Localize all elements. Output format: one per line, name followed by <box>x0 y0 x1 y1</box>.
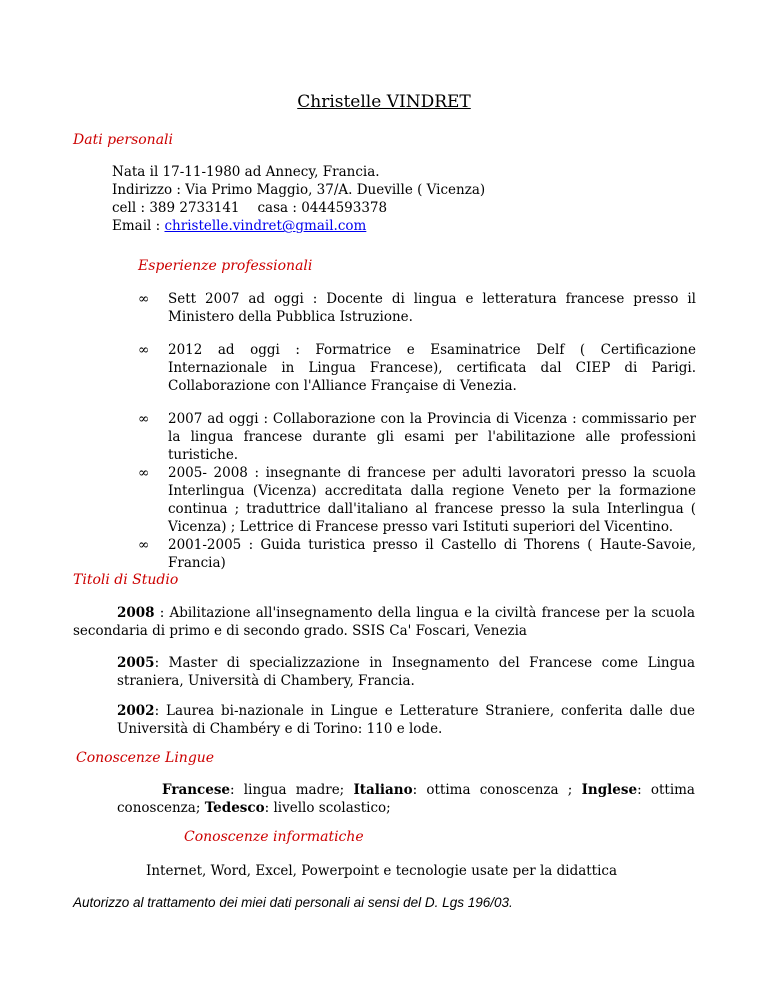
infinity-bullet-icon: ∞ <box>138 465 150 481</box>
lang-inglese: Inglese <box>581 782 638 798</box>
education-item-2008 <box>73 604 695 640</box>
list-item <box>138 290 696 326</box>
email-info <box>112 217 485 235</box>
address-info: Indirizzo : Via Primo Maggio, 37/A. Dueville ( Vicenza) <box>112 182 486 198</box>
experience-list <box>138 290 696 572</box>
lang-inglese-level: : ottima conoscenza; <box>117 782 695 816</box>
cell-number: cell : 389 2733141 <box>112 200 240 216</box>
education-item-2005 <box>117 654 695 690</box>
section-title-personal: Dati personali <box>73 132 173 148</box>
section-title-computer: Conoscenze informatiche <box>184 829 364 845</box>
experience-text: 2001-2005 : Guida turistica presso il Castello di Thorens ( Haute-Savoie, Francia) <box>168 537 696 571</box>
education-year: 2002 <box>117 703 155 719</box>
email-label: Email : <box>112 218 165 234</box>
lang-francese: Francese <box>162 782 231 798</box>
birth-info: Nata il 17-11-1980 ad Annecy, Francia. <box>112 164 380 180</box>
experience-text: 2005- 2008 : insegnante di francese per adulti lavoratori presso la scuola Interlingua (Vicenza) accreditata dalla regione Veneto per la formazione continua ; traduttrice dall'italiano al francese presso la sula Interlingua ( Vicenza) ; Lettrice di Francese presso vari Istituti superiori del Vicentino. <box>168 465 696 535</box>
list-item <box>138 410 696 464</box>
list-item <box>138 341 696 395</box>
phone-info <box>112 199 485 217</box>
experience-text: 2012 ad oggi : Formatrice e Esaminatrice Delf ( Certificazione Internazionale in Lingua Francese), certificata dal CIEP di Parigi. Collaborazione con l'Alliance Française di Venezia. <box>168 342 696 394</box>
education-text: : Master di specializzazione in Insegnamento del Francese come Lingua straniera, Università di Chambery, Francia. <box>117 655 695 689</box>
email-link[interactable]: christelle.vindret@gmail.com <box>164 218 367 234</box>
education-year: 2008 <box>117 605 155 621</box>
list-item <box>138 536 696 572</box>
lang-tedesco-level: : livello scolastico; <box>264 800 391 816</box>
cv-name: Christelle VINDRET <box>297 92 471 112</box>
infinity-bullet-icon: ∞ <box>138 537 150 553</box>
experience-text: Sett 2007 ad oggi : Docente di lingua e letteratura francese presso il Ministero della Pubblica Istruzione. <box>168 291 696 325</box>
infinity-bullet-icon: ∞ <box>138 291 150 307</box>
infinity-bullet-icon: ∞ <box>138 342 150 358</box>
section-title-languages: Conoscenze Lingue <box>76 750 215 766</box>
education-year: 2005 <box>117 655 155 671</box>
section-title-education: Titoli di Studio <box>73 572 179 588</box>
list-item <box>138 464 696 536</box>
languages-text <box>117 781 695 817</box>
lang-italiano: Italiano <box>353 782 413 798</box>
experience-text: 2007 ad oggi : Collaborazione con la Provincia di Vicenza : commissario per la lingua francese durante gli esami per l'abilitazione alle professioni turistiche. <box>168 411 696 463</box>
lang-italiano-level: : ottima conoscenza ; <box>412 782 582 798</box>
privacy-consent: Autorizzo al trattamento dei miei dati personali ai sensi del D. Lgs 196/03. <box>73 895 513 910</box>
lang-francese-level: : lingua madre; <box>230 782 354 798</box>
computer-skills: Internet, Word, Excel, Powerpoint e tecnologie usate per la didattica <box>146 863 618 879</box>
personal-details <box>112 163 485 235</box>
section-title-experience: Esperienze professionali <box>138 258 313 274</box>
education-text: : Laurea bi-nazionale in Lingue e Letterature Straniere, conferita dalle due Università di Chambéry e di Torino: 110 e lode. <box>117 703 695 737</box>
education-item-2002 <box>117 702 695 738</box>
lang-tedesco: Tedesco <box>204 800 265 816</box>
home-number: casa : 0444593378 <box>257 200 388 216</box>
education-text: : Abilitazione all'insegnamento della lingua e la civiltà francese per la scuola secondaria di primo e di secondo grado. SSIS Ca' Foscari, Venezia <box>73 605 695 639</box>
infinity-bullet-icon: ∞ <box>138 411 150 427</box>
